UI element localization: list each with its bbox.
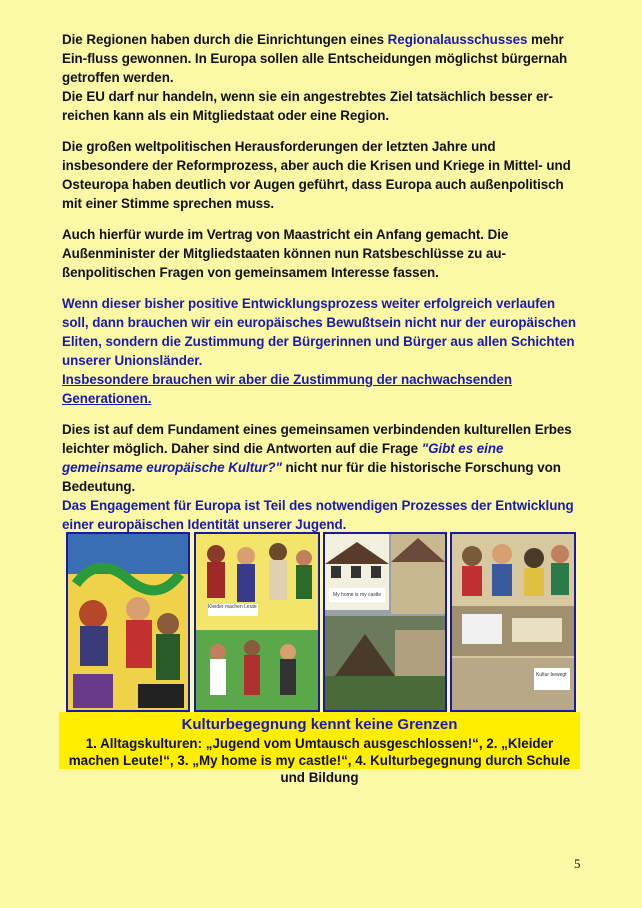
photo-youth-collage xyxy=(66,532,190,712)
highlight-regionalausschuss: Regionalausschusses xyxy=(387,32,528,47)
photo-costumes xyxy=(194,532,320,712)
paragraph-culture: Dies ist auf dem Fundament eines gemeinsamen verbindenden kulturellen Erbes leichter möglich. Daher sind die Antworten auf die Frage "Gibt es eine gemeinsame europäische Kultur?" nicht nur für die historische Forschung von Bedeutung. Das Engagement für Europa ist Teil des notwendigen Prozesses der Entwicklung einer europäischen Identität unserer Jugend. xyxy=(62,422,574,532)
caption-text: 1. Alltagskulturen: „Jugend vom Umtausch ausgeschlossen!“, 2. „Kleider machen Leute!“, 3. „My home is my castle!“, 4. Kulturbegegnung durch Schule und Bildung xyxy=(68,736,571,785)
paragraph-regions: Die Regionen haben durch die Einrichtungen eines Regionalausschusses mehr Ein-fluss gewonnen. In Europa sollen alle Entscheidungen möglichst bürgernah getroffen werden. Die EU darf nur handeln, wenn sie ein angestrebtes Ziel tatsächlich besser er-reichen kann als ein Mitgliedstaat oder eine Region. xyxy=(62,32,568,123)
paragraph-development: Wenn dieser bisher positive Entwicklungsprozess weiter erfolgreich verlaufen soll, dann brauchen wir ein europäisches Bewußtsein nicht nur der europäischen Eliten, sondern die Zustimmung der Bürgerinnen und Bürger aus allen Schichten unserer Unionsländer. Insbesondere brauchen wir aber die Zustimmung der nachwachsenden Generationen. xyxy=(62,296,576,406)
photo-school xyxy=(450,532,576,712)
underlined-generations: Insbesondere brauchen wir aber die Zustimmung der nachwachsenden Generationen. xyxy=(62,372,512,406)
photo-label-kultur: Kultur bewegt xyxy=(536,672,567,678)
caption-title: Kulturbegegnung kennt keine Grenzen xyxy=(181,716,458,733)
culture-question: "Gibt es eine gemeinsame europäische Kultur?" xyxy=(62,441,504,475)
photo-label-kleider: Kleider machen Leute xyxy=(208,604,257,610)
photo-collage xyxy=(66,532,576,712)
article-body xyxy=(62,30,582,546)
paragraph-maastricht: Auch hierfür wurde im Vertrag von Maastricht ein Anfang gemacht. Die Außenminister der Mitgliedstaaten können nun Ratsbeschlüsse zu au-ßenpolitischen Fragen von gemeinsamem Interesse fassen. xyxy=(62,227,509,280)
photo-caption xyxy=(59,712,580,785)
photo-houses xyxy=(323,532,447,712)
page-number: 5 xyxy=(574,856,581,871)
paragraph-foreign-policy: Die großen weltpolitischen Herausforderungen der letzten Jahre und insbesondere der Reformprozess, aber auch die Krisen und Kriege in Mittel- und Osteuropa haben deutlich vor Augen geführt, dass Europa auch außenpolitisch mit einer Stimme sprechen muss. xyxy=(62,139,571,211)
photo-label-home: My home is my castle xyxy=(333,592,382,598)
